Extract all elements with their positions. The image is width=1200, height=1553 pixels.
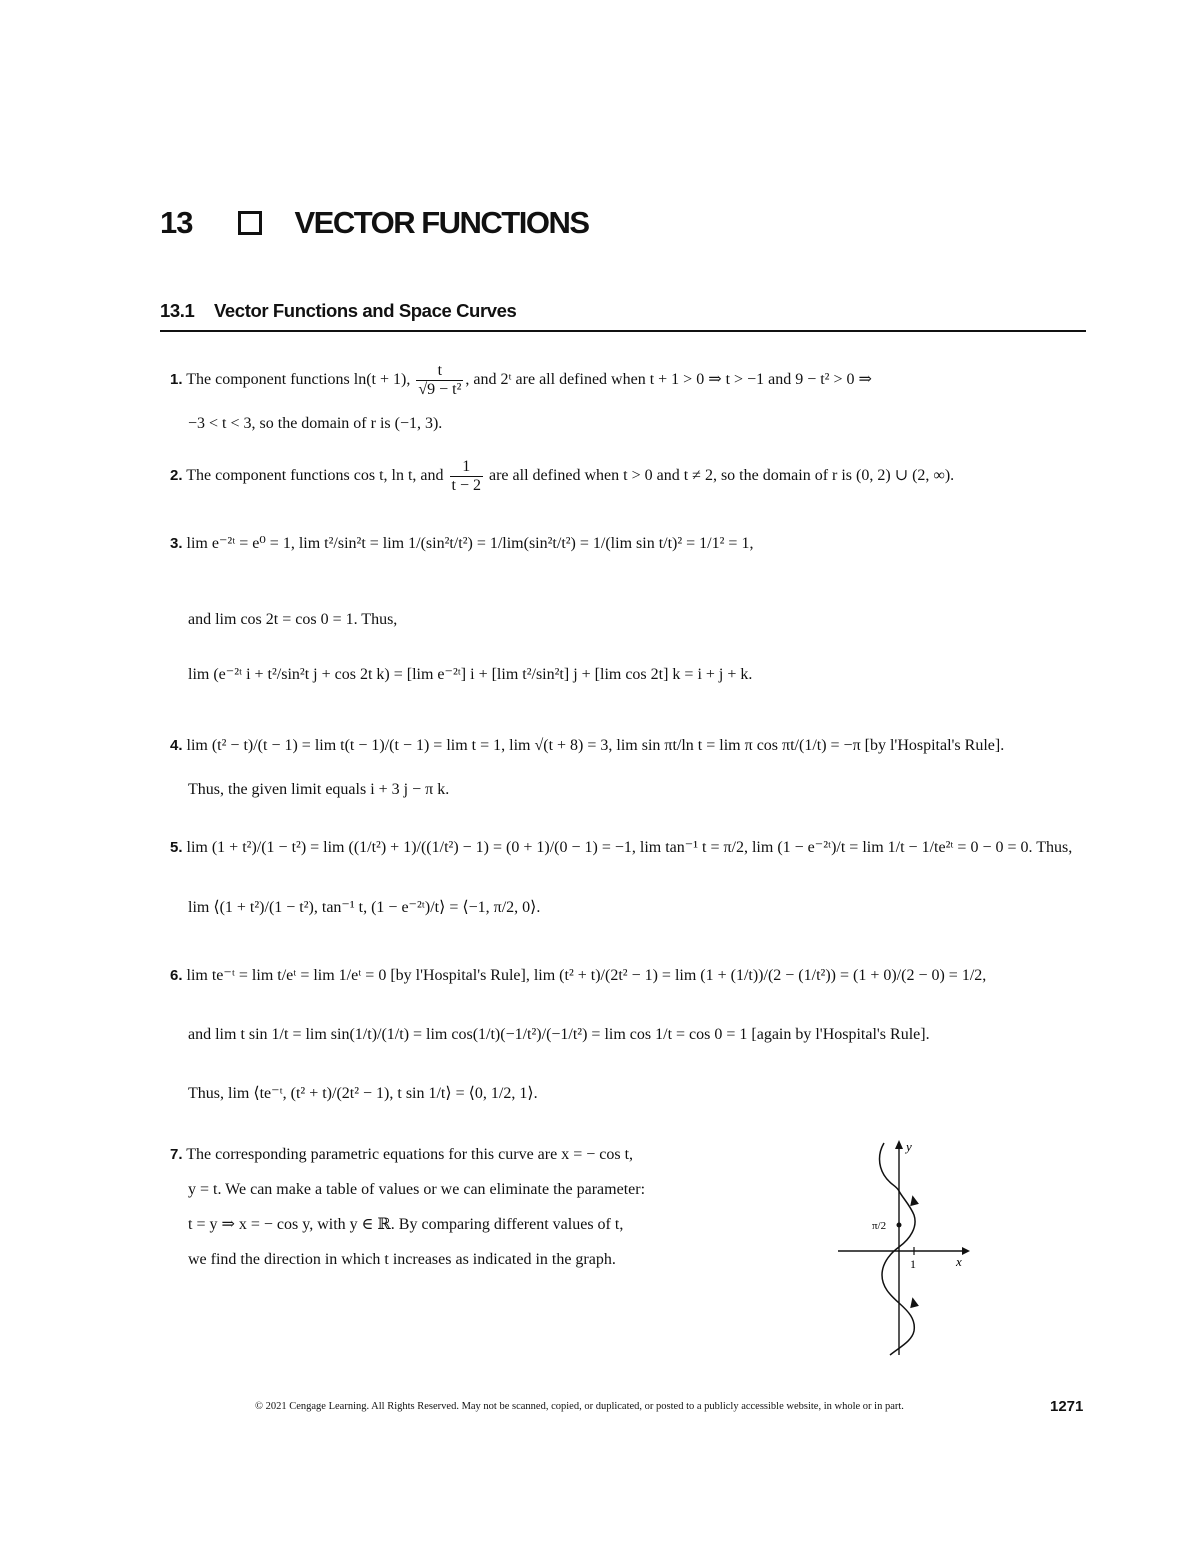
exercise-6-text-1: lim te⁻ᵗ = lim t/eᵗ = lim 1/eᵗ = 0 [by l'Hospital's Rule], lim (t² + t)/(2t² − 1) = lim (1 + (1/t))/(2 − (1/t²)) = (1 + 0)/(2 − 0) = 1/2, xyxy=(186,967,987,984)
exercise-5-text-1: lim (1 + t²)/(1 − t²) = lim ((1/t²) + 1)/((1/t²) − 1) = (0 + 1)/(0 − 1) = −1, lim tan⁻¹ t = π/2, lim (1 − e⁻²ᵗ)/t = lim 1/t − 1/te²ᵗ = 0 − 0 = 0. Thus, xyxy=(186,839,1073,856)
exercise-7-line-1 xyxy=(170,1145,633,1165)
exercise-6-line-1 xyxy=(170,966,986,986)
section-number: 13.1 xyxy=(160,300,195,321)
exercise-4-line-2: Thus, the given limit equals i + 3 j − π k. xyxy=(188,781,450,798)
direction-arrow-icon xyxy=(908,1296,919,1308)
exercise-1-line-1 xyxy=(170,362,872,399)
exercise-3-line-2: and lim cos 2t = cos 0 = 1. Thus, xyxy=(188,611,398,628)
exercise-3-line-1 xyxy=(170,534,753,554)
exercise-1-text-b: , and 2ᵗ are all defined when t + 1 > 0 ⇒ t > −1 and 9 − t² > 0 ⇒ xyxy=(465,371,872,389)
exercise-7-line-3: t = y ⇒ x = − cos y, with y ∈ ℝ. By comparing different values of t, xyxy=(188,1216,624,1233)
exercise-2-frac-num: 1 xyxy=(462,458,471,475)
exercise-1-fraction xyxy=(416,362,463,399)
chapter-heading xyxy=(160,200,589,246)
exercise-3-text-1: lim e⁻²ᵗ = e⁰ = 1, lim t²/sin²t = lim 1/(sin²t/t²) = 1/lim(sin²t/t²) = 1/(lim sin t/t)² = 1/1² = 1, xyxy=(186,535,754,552)
y-axis-arrow-icon xyxy=(895,1140,903,1149)
exercise-5-line-2: lim ⟨(1 + t²)/(1 − t²), tan⁻¹ t, (1 − e⁻²ᵗ)/t⟩ = ⟨−1, π/2, 0⟩. xyxy=(188,899,541,916)
exercise-4-line-1 xyxy=(170,736,1004,756)
section-title: Vector Functions and Space Curves xyxy=(214,300,517,321)
exercise-4-number: 4. xyxy=(170,737,183,754)
exercise-7-number: 7. xyxy=(170,1146,183,1163)
exercise-2-line-1 xyxy=(170,458,954,495)
exercise-5-number: 5. xyxy=(170,839,183,856)
exercise-4-text-1: lim (t² − t)/(t − 1) = lim t(t − 1)/(t − 1) = lim t = 1, lim √(t + 8) = 3, lim sin πt/ln t = lim π cos πt/(1/t) = −π [by l'Hospital's Rule]. xyxy=(186,737,1005,754)
exercise-1-line-2: −3 < t < 3, so the domain of r is (−1, 3). xyxy=(188,415,443,432)
exercise-7-line-2: y = t. We can make a table of values or we can eliminate the parameter: xyxy=(188,1181,646,1198)
exercise-5-line-1 xyxy=(170,838,1072,858)
curve-path xyxy=(880,1143,916,1355)
exercise-2-text-a: The component functions cos t, ln t, and xyxy=(186,467,444,485)
exercise-6-number: 6. xyxy=(170,967,183,984)
y-axis-label: y xyxy=(906,1139,912,1154)
exercise-3-number: 3. xyxy=(170,535,183,552)
copyright-footer: © 2021 Cengage Learning. All Rights Reserved. May not be scanned, copied, or duplicated, or posted to a publicly accessible website, in whole or in part. xyxy=(255,1401,904,1412)
exercise-1-frac-num: t xyxy=(437,362,443,379)
section-rule xyxy=(160,330,1086,332)
x-axis-label: x xyxy=(956,1254,962,1269)
exercise-7-text-1: The corresponding parametric equations for this curve are x = − cos t, xyxy=(186,1146,634,1163)
exercise-2-frac-den: t − 2 xyxy=(451,477,481,494)
exercise-1-frac-den: √9 − t² xyxy=(418,381,462,398)
y-tick-label: π/2 xyxy=(872,1220,887,1232)
exercise-2-text-b: are all defined when t > 0 and t ≠ 2, so the domain of r is (0, 2) ∪ (2, ∞). xyxy=(488,467,955,485)
exercise-6-line-3: Thus, lim ⟨te⁻ᵗ, (t² + t)/(2t² − 1), t sin 1/t⟩ = ⟨0, 1/2, 1⟩. xyxy=(188,1085,538,1102)
direction-arrow-icon xyxy=(908,1194,919,1206)
exercise-3-line-3: lim (e⁻²ᵗ i + t²/sin²t j + cos 2t k) = [lim e⁻²ᵗ] i + [lim t²/sin²t] j + [lim cos 2t] k = i + j + k. xyxy=(188,666,753,683)
exercise-1-number: 1. xyxy=(170,371,183,389)
exercise-6-line-2: and lim t sin 1/t = lim sin(1/t)/(1/t) = lim cos(1/t)(−1/t²)/(−1/t²) = lim cos 1/t = cos 0 = 1 [again by l'Hospital's Rule]. xyxy=(188,1026,930,1043)
section-heading xyxy=(160,300,516,322)
chapter-title: VECTOR FUNCTIONS xyxy=(294,205,589,240)
exercise-1-text-a: The component functions ln(t + 1), xyxy=(186,371,411,389)
x-axis-arrow-icon xyxy=(962,1247,970,1255)
exercise-2-number: 2. xyxy=(170,467,183,485)
exercise-7-line-4: we find the direction in which t increases as indicated in the graph. xyxy=(188,1251,616,1268)
chapter-number: 13 xyxy=(160,205,193,240)
exercise-2-fraction xyxy=(450,458,483,495)
page-number: 1271 xyxy=(1050,1398,1084,1415)
x-tick-label: 1 xyxy=(910,1257,916,1271)
curve-point xyxy=(897,1223,902,1228)
chapter-box-icon xyxy=(238,211,262,235)
parametric-curve-graph xyxy=(830,1135,980,1360)
